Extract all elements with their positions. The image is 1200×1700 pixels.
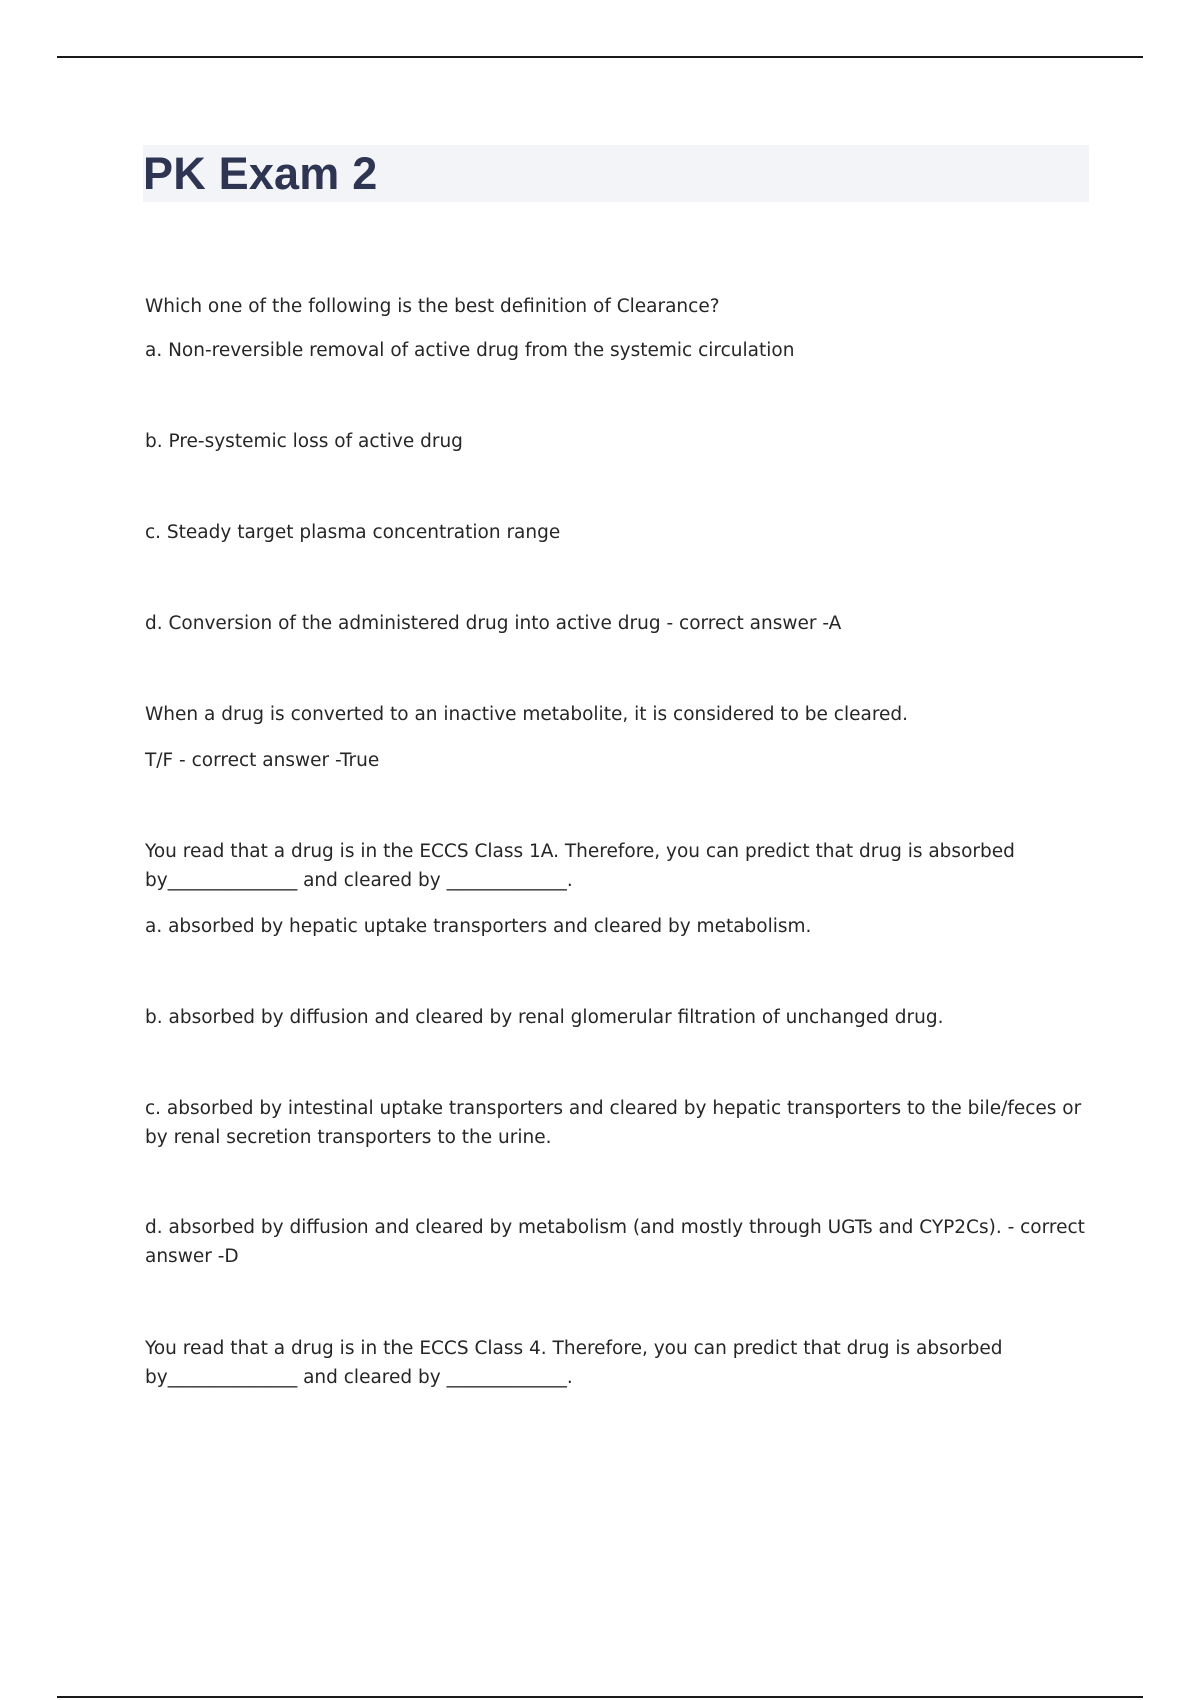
question-3-prompt-line-1: You read that a drug is in the ECCS Class 1A. Therefore, you can predict that drug is absorbed xyxy=(145,841,1015,862)
title-band xyxy=(143,145,1089,202)
question-4-prompt-line-1: You read that a drug is in the ECCS Class 4. Therefore, you can predict that drug is absorbed xyxy=(145,1338,1003,1359)
question-3-prompt-line-2-text: by______________ and cleared by _____________. xyxy=(145,870,573,891)
question-3-option-a: a. absorbed by hepatic uptake transporters and cleared by metabolism. xyxy=(145,916,812,937)
top-rule xyxy=(57,56,1143,58)
question-3-option-b: b. absorbed by diffusion and cleared by renal glomerular filtration of unchanged drug. xyxy=(145,1007,944,1028)
page-title: PK Exam 2 xyxy=(143,148,378,199)
question-1-prompt: Which one of the following is the best definition of Clearance? xyxy=(145,296,720,317)
bottom-rule xyxy=(57,1696,1143,1698)
question-3-option-d: d. absorbed by diffusion and cleared by metabolism (and mostly through UGTs and CYP2Cs). - correct answer -D xyxy=(145,1217,1085,1267)
question-4-prompt-line-2 xyxy=(145,1363,1090,1392)
question-1-option-a: a. Non-reversible removal of active drug from the systemic circulation xyxy=(145,340,795,361)
question-1-option-c: c. Steady target plasma concentration range xyxy=(145,522,561,543)
question-1-option-b: b. Pre-systemic loss of active drug xyxy=(145,431,463,452)
question-3-option-c: c. absorbed by intestinal uptake transporters and cleared by hepatic transporters to the bile/feces or by renal secretion transporters to the urine. xyxy=(145,1098,1082,1148)
question-4-prompt-line-2-text: by______________ and cleared by _____________. xyxy=(145,1367,573,1388)
question-2-answer: T/F - correct answer -True xyxy=(145,750,380,771)
question-1-option-d: d. Conversion of the administered drug into active drug - correct answer -A xyxy=(145,613,842,634)
question-2-prompt: When a drug is converted to an inactive metabolite, it is considered to be cleared. xyxy=(145,704,909,725)
question-3-prompt-line-2 xyxy=(145,866,1090,895)
